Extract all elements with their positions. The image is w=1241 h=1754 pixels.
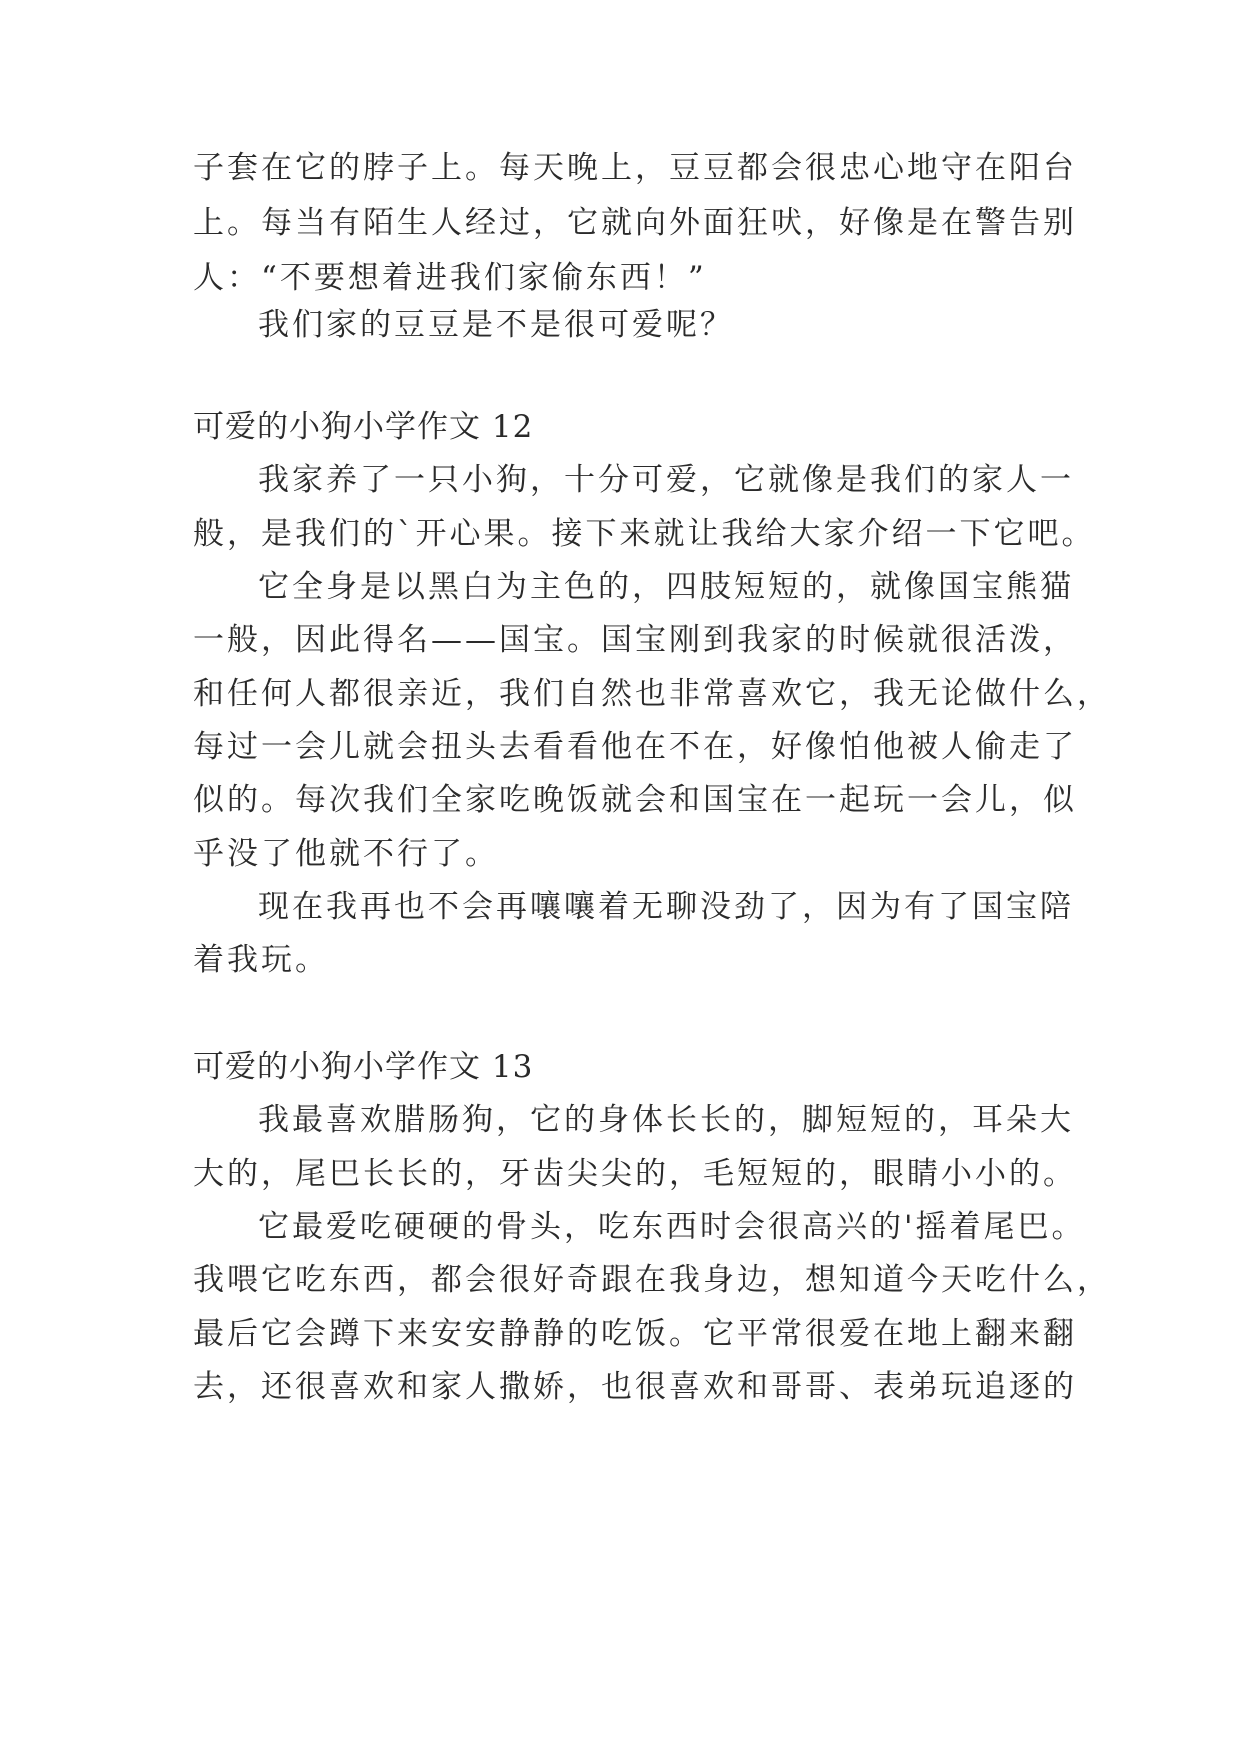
paragraph-line: 子套在它的脖子上。每天晚上，豆豆都会很忠心地守在阳台 bbox=[193, 150, 1077, 186]
paragraph-line: 我们家的豆豆是不是很可爱呢？ bbox=[258, 307, 734, 343]
paragraph-line: 最后它会蹲下来安安静静的吃饭。它平常很爱在地上翻来翻 bbox=[193, 1316, 1077, 1352]
paragraph-line: 着我玩。 bbox=[193, 942, 329, 978]
paragraph-line: 上。每当有陌生人经过，它就向外面狂吠，好像是在警告别 bbox=[193, 205, 1077, 241]
paragraph-line: 我家养了一只小狗，十分可爱，它就像是我们的家人一 bbox=[258, 462, 1074, 498]
paragraph-line: 般，是我们的`开心果。接下来就让我给大家介绍一下它吧。 bbox=[193, 516, 1096, 552]
paragraph-line: 每过一会儿就会扭头去看看他在不在，好像怕他被人偷走了 bbox=[193, 729, 1077, 765]
paragraph-line: 我最喜欢腊肠狗，它的身体长长的，脚短短的，耳朵大 bbox=[258, 1102, 1074, 1138]
paragraph-line: 它全身是以黑白为主色的，四肢短短的，就像国宝熊猫 bbox=[258, 569, 1074, 605]
essay-title: 可爱的小狗小学作文 12 bbox=[193, 409, 534, 445]
paragraph-line: 乎没了他就不行了。 bbox=[193, 836, 499, 872]
paragraph-line: 大的，尾巴长长的，牙齿尖尖的，毛短短的，眼睛小小的。 bbox=[193, 1156, 1077, 1192]
paragraph-line: 它最爱吃硬硬的骨头，吃东西时会很高兴的'摇着尾巴。 bbox=[258, 1209, 1086, 1245]
paragraph-line: 去，还很喜欢和家人撒娇，也很喜欢和哥哥、表弟玩追逐的 bbox=[193, 1369, 1077, 1405]
paragraph-line: 似的。每次我们全家吃晚饭就会和国宝在一起玩一会儿，似 bbox=[193, 782, 1077, 818]
paragraph-line: 一般，因此得名——国宝。国宝刚到我家的时候就很活泼， bbox=[193, 622, 1077, 658]
paragraph-line: 现在我再也不会再嚷嚷着无聊没劲了，因为有了国宝陪 bbox=[258, 889, 1074, 925]
essay-title: 可爱的小狗小学作文 13 bbox=[193, 1049, 534, 1085]
paragraph-line: 人：“不要想着进我们家偷东西！” bbox=[193, 260, 707, 296]
paragraph-line: 和任何人都很亲近，我们自然也非常喜欢它，我无论做什么， bbox=[193, 676, 1111, 712]
paragraph-line: 我喂它吃东西，都会很好奇跟在我身边，想知道今天吃什么， bbox=[193, 1262, 1111, 1298]
